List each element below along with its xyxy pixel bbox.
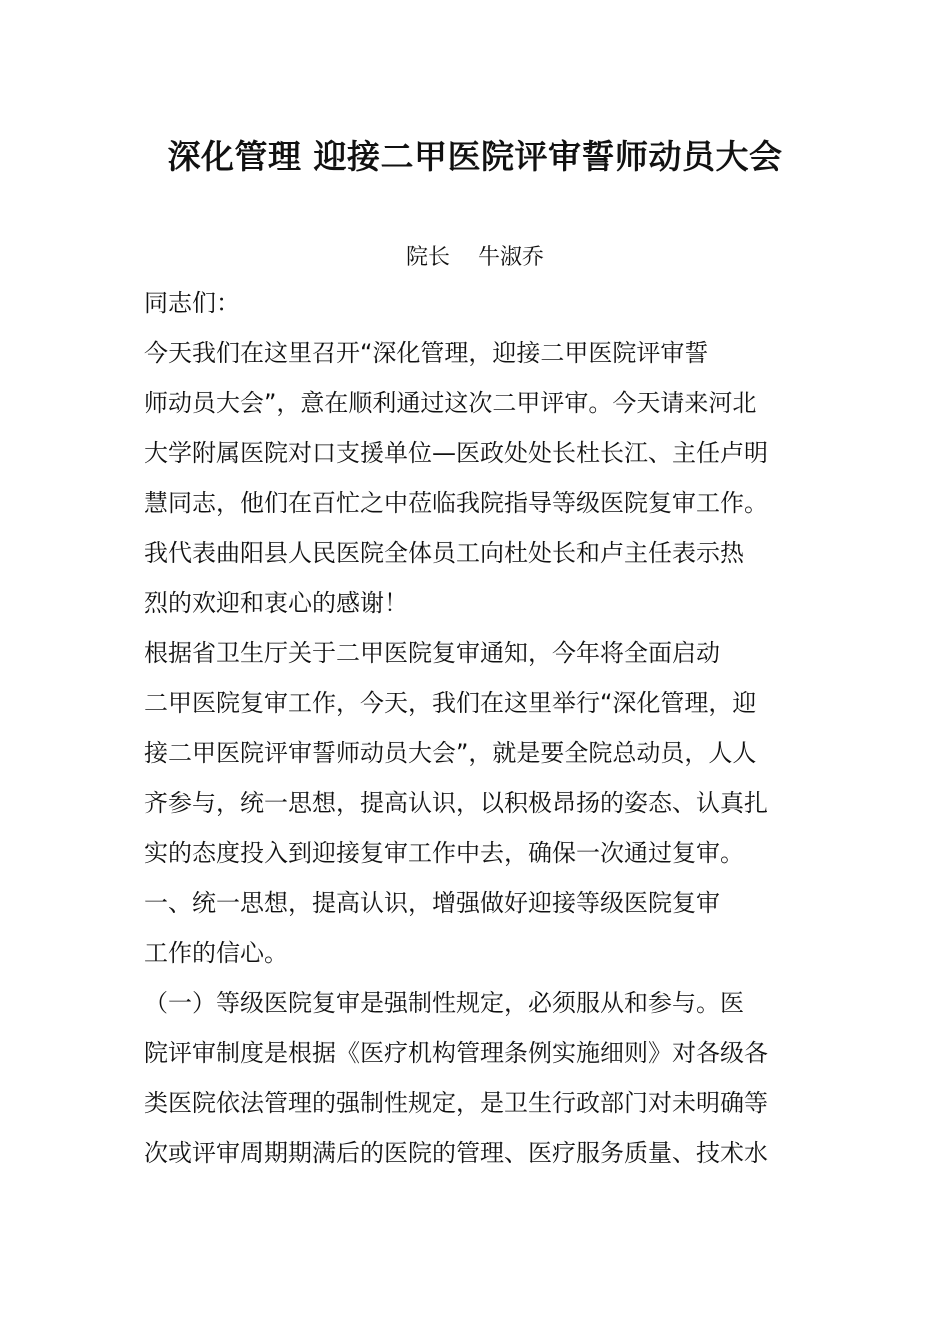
body-line: 慧同志，他们在百忙之中莅临我院指导等级医院复审工作。 bbox=[144, 489, 768, 517]
body-line: 院评审制度是根据《医疗机构管理条例实施细则》对各级各 bbox=[144, 1039, 768, 1067]
body-line: 大学附属医院对口支援单位—医政处处长杜长江、主任卢明 bbox=[144, 439, 768, 467]
greeting: 同志们： bbox=[144, 289, 240, 317]
document-title: 深化管理 迎接二甲医院评审誓师动员大会 bbox=[167, 137, 783, 176]
body-line: 实的态度投入到迎接复审工作中去，确保一次通过复审。 bbox=[144, 839, 744, 867]
body-line: 二甲医院复审工作，今天，我们在这里举行“深化管理，迎 bbox=[144, 689, 757, 717]
body-line: 师动员大会”，意在顺利通过这次二甲评审。今天请来河北 bbox=[144, 389, 757, 417]
body-line: 根据省卫生厅关于二甲医院复审通知，今年将全面启动 bbox=[144, 639, 720, 667]
body-line: 接二甲医院评审誓师动员大会”，就是要全院总动员，人人 bbox=[144, 739, 757, 767]
section-heading-line: 工作的信心。 bbox=[144, 939, 288, 967]
section-heading-line: 一、统一思想，提高认识，增强做好迎接等级医院复审 bbox=[144, 889, 720, 917]
author-line: 院长 牛淑乔 bbox=[406, 245, 544, 270]
body-line: 今天我们在这里召开“深化管理，迎接二甲医院评审誓 bbox=[144, 339, 709, 367]
body-line: 类医院依法管理的强制性规定，是卫生行政部门对未明确等 bbox=[144, 1089, 768, 1117]
body-line: 烈的欢迎和衷心的感谢！ bbox=[144, 589, 408, 617]
body-line: 齐参与，统一思想，提高认识，以积极昂扬的姿态、认真扎 bbox=[144, 789, 768, 817]
body-line: 次或评审周期期满后的医院的管理、医疗服务质量、技术水 bbox=[144, 1139, 768, 1167]
body-line: （一）等级医院复审是强制性规定，必须服从和参与。医 bbox=[144, 989, 744, 1017]
body-line: 我代表曲阳县人民医院全体员工向杜处长和卢主任表示热 bbox=[144, 539, 744, 567]
